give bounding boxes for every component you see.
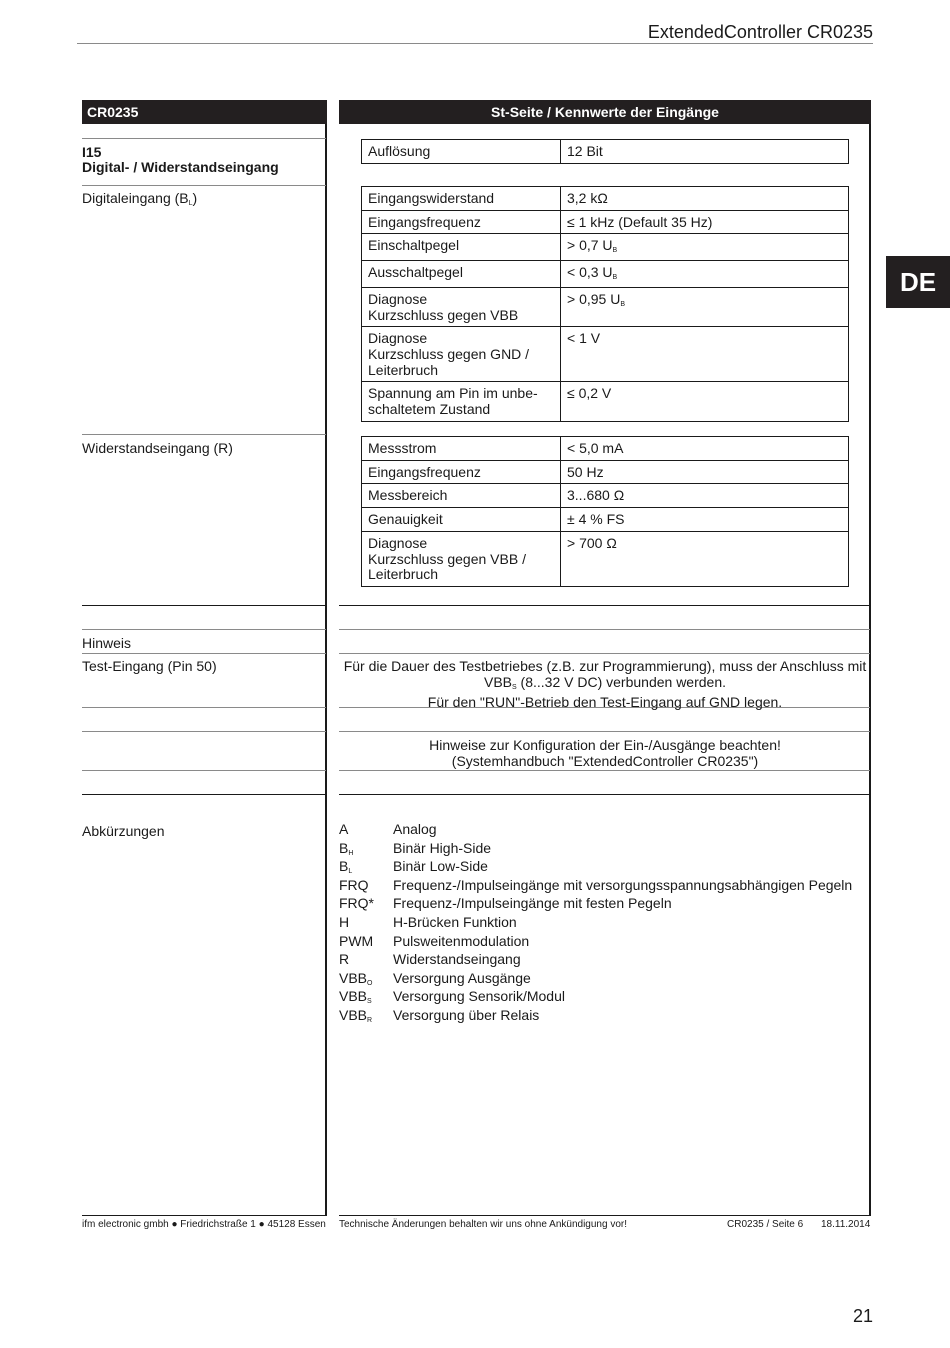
list-item: R Widerstandseingang — [339, 951, 521, 968]
table-row — [362, 460, 849, 484]
spec-key: Diagnose Kurzschluss gegen GND / Leiterbruch — [362, 327, 561, 382]
table-row — [362, 187, 849, 211]
footer-rule-left — [82, 1215, 326, 1216]
input-id: I15 — [82, 144, 102, 160]
spec-value: < 0,3 $U_B$ — [561, 261, 849, 288]
list-item: $VBB_O$ Versorgung Ausgänge — [339, 969, 531, 987]
digital-input-label: Digitaleingang $(B_L)$ — [82, 190, 198, 207]
left-rule — [82, 794, 326, 795]
resolution-table — [361, 139, 849, 164]
table-row — [362, 261, 849, 288]
left-rule — [82, 434, 326, 435]
footer-disclaimer: Technische Änderungen behalten wir uns ohne Ankündigung vor! — [339, 1219, 627, 1230]
table-row — [362, 140, 849, 164]
list-item: $B_L$ Binär Low-Side — [339, 858, 488, 876]
spec-key: Einschaltpegel — [362, 234, 561, 261]
digital-input-table — [361, 186, 849, 422]
spec-key: Diagnose Kurzschluss gegen VBB / Leiterbruch — [362, 531, 561, 586]
footer-date: 18.11.2014 — [821, 1219, 871, 1230]
page-number: 21 — [852, 1306, 873, 1326]
spec-key: Eingangsfrequenz — [362, 210, 561, 234]
left-rule — [82, 185, 326, 186]
spec-value: ≤ 1 kHz (Default 35 Hz) — [561, 210, 849, 234]
left-column-header: CR0235 — [82, 100, 327, 124]
left-column-rule — [325, 124, 327, 1216]
spec-key: Eingangsfrequenz — [362, 460, 561, 484]
test-input-note: Für die Dauer des Testbetriebes (z.B. zur Programmierung), muss der Anschluss mit $VBB_S$ (8...32 V DC) verbunden werden. Für den "RUN"-Betrieb den Test-Eingang auf GND legen. — [343, 658, 867, 710]
right-rule — [339, 731, 870, 732]
left-rule — [82, 707, 326, 708]
right-rule — [339, 629, 870, 630]
footer-company: ifm electronic gmbh ● Friedrichstraße 1 ● 45128 Essen — [82, 1219, 326, 1230]
spec-value: > 0,7 $U_B$ — [561, 234, 849, 261]
document-title: ExtendedController CR0235 — [647, 22, 873, 42]
list-item: H H-Brücken Funktion — [339, 913, 517, 930]
footer-page-ref: CR0235 / Seite 6 — [727, 1219, 804, 1230]
left-rule — [82, 605, 326, 606]
spec-key: Messbereich — [362, 484, 561, 508]
spec-value: ± 4 % FS — [561, 508, 849, 532]
table-row — [362, 382, 849, 421]
hinweis-label: Hinweis — [82, 635, 132, 651]
table-row — [362, 234, 849, 261]
spec-value: 12 Bit — [561, 140, 849, 164]
left-rule — [82, 653, 326, 654]
spec-value: < 1 V — [561, 327, 849, 382]
spec-value: 50 Hz — [561, 460, 849, 484]
list-item: $VBB_S$ Versorgung Sensorik/Modul — [339, 988, 565, 1006]
footer-rule-right — [339, 1215, 871, 1216]
spec-value: > 700 Ω — [561, 531, 849, 586]
spec-value: < 5,0 mA — [561, 437, 849, 461]
spec-key: Eingangswiderstand — [362, 187, 561, 211]
input-name: Digital- / Widerstandseingang — [82, 159, 279, 175]
right-rule — [339, 605, 870, 606]
left-rule — [82, 731, 326, 732]
test-input-label: Test-Eingang (Pin 50) — [82, 658, 217, 674]
list-item: PWM Pulsweitenmodulation — [339, 932, 530, 949]
config-note: Hinweise zur Konfiguration der Ein-/Ausgänge beachten! (Systemhandbuch "ExtendedController CR0235") — [429, 737, 781, 769]
right-rule — [339, 653, 870, 654]
spec-key: Spannung am Pin im unbe- schaltetem Zustand — [362, 382, 561, 421]
right-rule — [339, 794, 870, 795]
table-row — [362, 484, 849, 508]
left-rule — [82, 770, 326, 771]
table-row — [362, 531, 849, 586]
spec-value: 3,2 kΩ — [561, 187, 849, 211]
spec-key: Auflösung — [362, 140, 561, 164]
left-rule — [82, 138, 326, 139]
table-row — [362, 287, 849, 326]
right-rule — [339, 770, 870, 771]
resistance-input-table — [361, 436, 849, 587]
table-row — [362, 508, 849, 532]
list-item: A Analog — [339, 821, 437, 837]
list-item: $VBB_R$ Versorgung über Relais — [339, 1006, 540, 1024]
table-row — [362, 327, 849, 382]
resistance-input-label: Widerstandseingang (R) — [82, 440, 233, 456]
spec-value: > 0,95 $U_B$ — [561, 287, 849, 326]
table-row — [362, 210, 849, 234]
spec-value: ≤ 0,2 V — [561, 382, 849, 421]
spec-value: 3...680 Ω — [561, 484, 849, 508]
language-tab: DE — [886, 256, 950, 308]
list-item: FRQ* Frequenz-/Impulseingänge mit festen Pegeln — [339, 895, 672, 912]
header-rule — [77, 43, 873, 44]
list-item: FRQ Frequenz-/Impulseingänge mit versorgungsspannungsabhängigen Pegeln — [339, 876, 853, 893]
spec-key: Ausschaltpegel — [362, 261, 561, 288]
abbreviations-list — [339, 822, 852, 1027]
abbreviations-label: Abkürzungen — [82, 823, 165, 839]
spec-key: Diagnose Kurzschluss gegen VBB — [362, 287, 561, 326]
right-column-header: St-Seite / Kennwerte der Eingänge — [339, 100, 871, 124]
spec-key: Messstrom — [362, 437, 561, 461]
list-item: $B_H$ Binär High-Side — [339, 839, 492, 857]
spec-key: Genauigkeit — [362, 508, 561, 532]
table-row — [362, 437, 849, 461]
left-rule — [82, 629, 326, 630]
